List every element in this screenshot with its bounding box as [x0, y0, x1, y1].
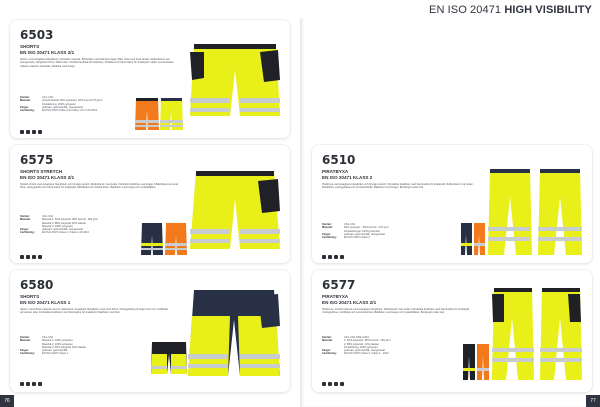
bleach-icon: [328, 382, 332, 386]
product-card-6580[interactable]: [10, 270, 290, 392]
page-number-right: 77: [586, 395, 600, 407]
standard-heading: [429, 4, 592, 16]
spec-value: gul/svart, gul/marinblå, orange/svart: [344, 349, 386, 353]
product-card-6503[interactable]: [10, 20, 290, 138]
product-standard: EN ISO 20471 KLASS 2/1: [20, 50, 75, 55]
standard-label: EN ISO 20471: [429, 4, 502, 16]
spec-value: EN ISO 20471 Klass 2: [344, 236, 370, 240]
iron-icon: [340, 382, 344, 386]
spec-value: Material 1: 60% polyester 38% bomull · 260 g/m²: [42, 218, 99, 222]
dry-icon: [334, 255, 338, 259]
wash-icon: [322, 382, 326, 386]
product-type: SHORTS: [20, 294, 40, 299]
product-type: SHORTS STRETCH: [20, 169, 63, 174]
spec-value: Material 2: 100% polyester: [42, 342, 73, 346]
dry-icon: [334, 382, 338, 386]
spec-key: Färger:: [322, 232, 331, 236]
dry-icon: [32, 255, 36, 259]
product-image-main: [186, 286, 282, 382]
product-description: Piratbyxa i stretchmaterial med avtagbara hängfickor. Reflexband i två nivåer. Förstärkta knäfickor med hämtmärke för knäskydd. Verktygsficka, mobilficka och tumstocksficka. Bakfickor med knapp och nyckelhållare. Benlängd under knä.: [322, 308, 470, 315]
spec-key: Färger:: [20, 105, 29, 109]
product-type: PIRATBYXA: [322, 294, 349, 299]
spec-value: Huvudmaterial: 60% polyester, 40% bomull 270 g/m²: [42, 99, 103, 103]
product-code: 6577: [322, 278, 356, 292]
product-image-variants: [460, 221, 486, 257]
spec-value: EN ISO 20471 Klass 2 för Klass 1 för 2 A9 2013: [42, 109, 98, 113]
product-standard: EN ISO 20471 KLASS 2/1: [20, 175, 75, 180]
bleach-icon: [328, 255, 332, 259]
product-image-main: [188, 167, 282, 253]
product-description: Shorts med avtagbara hängfickor i bärstarkt material. Bröst/slits med dold bar knapp. Bak: sluta med bred ränder. Reflexband med ettergivande, hängfickor finns i båda sidor. Vinklad benficka för kolarbete, förtäckta och hämtmärke för knäskydd. Lätta i ena bensidan. Lättare material i skridsida, bakficka med knapp.: [20, 58, 175, 68]
product-description: Stretch-shorts med avtagbara hängfickor och fyrvägs stretch. Reflexband i två nivåer. Förstärkt sidoficka med knapp. Midjeficka med smal ficka, verktygsficka och hämtmärke för knäskydd. Mobilficka och dubbla fickor. Bakfickor med knapp och nyckelhållare.: [20, 183, 178, 190]
product-description: Shorts i stretchfria material med tre reflexband. Avtagbara hängfickor med extra fickor. Verktygsficka på höger ben och mobilficka på vänster sida. Förstärkta knäfickor med hämtmärke för knäskydd. Bakfickor med lock.: [20, 308, 168, 315]
product-image-main: [490, 286, 584, 384]
wash-icon: [322, 255, 326, 259]
spec-value: C44–C64: [42, 96, 53, 99]
product-standard: EN ISO 20471 KLASS 2: [322, 175, 373, 180]
product-card-6575[interactable]: [10, 145, 290, 263]
wash-icon: [20, 255, 24, 259]
spec-value: C44–C64: [42, 336, 53, 339]
spec-key: Storlek:: [20, 96, 30, 99]
wash-icon: [20, 382, 24, 386]
product-image-variants: [462, 342, 490, 382]
product-image-variants: [140, 221, 188, 257]
iron-icon: [38, 382, 42, 386]
product-specs: [322, 223, 389, 239]
spec-value: Material 1: 100% polyester: [42, 339, 73, 343]
spec-value: EN ISO 20471 Klass 2 / Klass 1 A9 2013: [42, 231, 89, 235]
care-icons: [322, 382, 344, 386]
product-type: SHORTS: [20, 44, 40, 49]
bleach-icon: [26, 255, 30, 259]
product-specs: [20, 96, 102, 112]
spec-value: gul/svart, gul/marinblå: [42, 349, 68, 353]
care-icons: [20, 382, 42, 386]
spec-value: C44–C64, D84–D124: [344, 336, 369, 339]
spec-value: EN ISO 20471 Klass 2 / Klass 1 · 2013: [344, 352, 389, 356]
spec-value: 60% polyester · 40% bomull · 270 g/m²: [344, 226, 389, 230]
care-icons: [322, 255, 344, 259]
product-card-6577[interactable]: [312, 270, 592, 392]
spec-key: Storlek:: [322, 223, 332, 226]
product-image-main: [188, 40, 282, 120]
page-number-left: 76: [0, 395, 14, 407]
spec-key: Certifiering:: [20, 109, 35, 113]
wash-icon: [20, 130, 24, 134]
spec-key: Storlek:: [20, 215, 30, 218]
product-code: 6510: [322, 153, 356, 167]
bleach-icon: [26, 130, 30, 134]
product-code: 6580: [20, 278, 54, 292]
iron-icon: [340, 255, 344, 259]
product-specs: [322, 336, 391, 356]
spec-value: 2: 88% polyamid, 12% elastan: [344, 342, 379, 346]
spec-key: Färger:: [322, 349, 331, 353]
spec-value: Material 2: 88% polyamid 12% elastan: [42, 221, 87, 225]
spec-key: Certifiering:: [20, 352, 35, 356]
product-specs: [20, 336, 86, 356]
bleach-icon: [26, 382, 30, 386]
spec-key: Material:: [20, 339, 31, 343]
spec-value: gul/svart, gul/marinblå, orange/svart: [42, 105, 84, 109]
spec-value: Förstärkning: 100% polyester: [344, 345, 378, 349]
iron-icon: [38, 255, 42, 259]
spec-key: Certifiering:: [20, 231, 35, 235]
product-card-6510[interactable]: [312, 145, 592, 263]
iron-icon: [38, 130, 42, 134]
spec-value: Förstärkningar: 100% polyester: [344, 229, 381, 233]
product-standard: EN ISO 20471 KLASS 2/1: [322, 300, 377, 305]
care-icons: [20, 130, 42, 134]
spec-key: Material:: [20, 99, 31, 103]
spec-key: Material:: [322, 339, 333, 343]
spec-key: Storlek:: [20, 336, 30, 339]
page-header: [300, 0, 600, 18]
product-image-orange: [134, 96, 184, 134]
spec-key: Material:: [322, 226, 333, 230]
spec-value: gul/svart, gul/marinblå, orange/svart: [344, 232, 386, 236]
product-type: PIRATBYXA: [322, 169, 349, 174]
product-specs: [20, 215, 98, 235]
spec-value: C44–C64: [344, 223, 355, 226]
product-code: 6503: [20, 28, 54, 42]
spec-key: Storlek:: [322, 336, 332, 339]
spec-key: Certifiering:: [322, 236, 337, 240]
spec-key: Färger:: [20, 228, 29, 232]
spec-value: Förstärkning: 100% polyester: [42, 102, 76, 106]
dry-icon: [32, 382, 36, 386]
visibility-label: HIGH VISIBILITY: [504, 4, 592, 16]
spec-value: gul/svart, gul/marinblå, orange/svart: [42, 228, 84, 232]
spec-key: Färger:: [20, 349, 29, 353]
product-description: Piratbyxa med avtagbara hängfickor och fyrvägs stretch. Förstärkta knäfickor med hämtmärke för knäskydd. Reflexband i två nivåer. Mobilficka, verktygsficka och tumstocksficka. Bakfickor med knapp. Benlängd under knä.: [322, 183, 474, 190]
spec-value: Material 3: 90% polyamid 10% elastan: [42, 345, 87, 349]
product-image-main: [486, 167, 584, 259]
product-standard: EN ISO 20471 KLASS 1: [20, 300, 71, 305]
spec-key: Material:: [20, 218, 31, 222]
spec-key: Certifiering:: [322, 352, 337, 356]
product-code: 6575: [20, 153, 54, 167]
product-image-black: [150, 340, 188, 376]
spec-value: 1: 60% polyester, 38% bomull · 260 g/m²: [344, 339, 391, 343]
dry-icon: [32, 130, 36, 134]
spec-value: C44–C64: [42, 215, 53, 218]
care-icons: [20, 255, 42, 259]
spec-value: EN ISO 20471 Klass 1: [42, 352, 68, 356]
spec-value: Material 3: 100% polyester: [42, 224, 73, 228]
